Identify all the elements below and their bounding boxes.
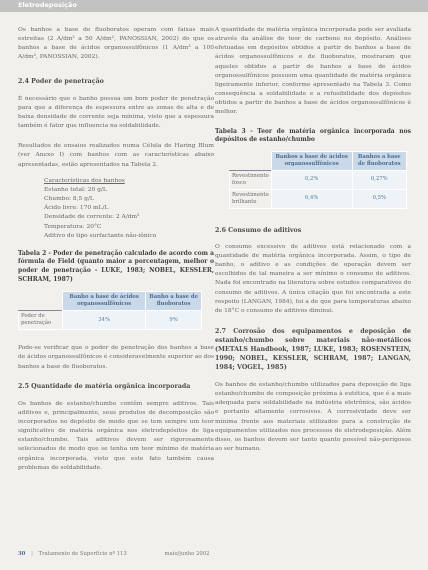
table-header: Banho a base de ácidos organossulfônicos	[63, 292, 146, 311]
section-2-6-title: 2.6 Consumo de aditivos	[215, 226, 302, 234]
spec-item: Aditivo do tipo surfactante não-iônico	[44, 232, 157, 239]
section-2-4-title: 2.4 Poder de penetração	[18, 77, 104, 85]
section-2-5-paragraph-1: Os banhos de estanho/chumbo contêm sempre aditivos. Tais aditivos e, principalmente, seus produtos de decomposição são incorporados no depósito de modo que se tem sempre um teor significativo de matéria orgânica nos eletrodepósitos de liga estanho/chumbo. Tais aditivos devem ser rigorosamente selecionados de modo que se tenha um teor mínimo de matéria orgânica incorporada, visto que este fato também causa problemas de soldabilidade.	[18, 400, 214, 471]
table-cell: 0,5%	[352, 189, 406, 208]
table-header-empty	[19, 292, 63, 311]
right-paragraph-1: A quantidade de matéria orgânica incorporada pode ser avaliada através da análise do teor de carbono no depósito. Análises efetuadas em depósitos obtidos a partir de banhos a base de ácidos organossulfônicos e de fluoboratos, mostraram que aqueles obtidos a partir de banhos a base de ácidos organossulfônicos possuem uma quantidade de matéria orgânica ligeiramente inferior, conforme apresentado na Tabela 3. Como consequência a soldabilidade e a refusibilidade dos depósitos obtidos a partir de banhos a base de ácidos organossulfônicos é melhor.	[215, 27, 411, 116]
bath-specs-list	[18, 177, 214, 241]
journal-name: Tratamento de Superfície nº 113	[38, 551, 127, 557]
table-row-label: Revestimento brilhante	[230, 189, 272, 208]
table-cell: 0,27%	[352, 170, 406, 189]
spec-item: Temperatura: 20°C	[44, 223, 102, 230]
table-row	[230, 189, 407, 208]
section-2-7-paragraph-1: Os banhos de estanho/chumbo utilizados para deposição de liga estanho/chumbo de composição próxima à eutética, que é a mais adequada para soldabilidade na indústria eletrônica, são ácidos e portanto altamente corrosivos. A corrosividade deve ser mínima frente aos materiais utilizados para a construção de equipamentos utilizados nos processos de eletrodeposição. Além disso, os banhos devem ser tanto quanto possível não-perigosos ao ser humano.	[215, 382, 411, 453]
spec-item: Ácido livre: 170 mL/L	[44, 205, 109, 212]
section-2-7-title: 2.7 Corrosão dos equipamentos e deposição de estanho/chumbo sobre materiais não-metálicos (METALS Handbook, 1987; LUKE, 1983; ROSENSTEIN, 1990; NOBEL, KESSLER, SCHRAM, 1987; LANGAN, 1984; VOGEL, 1985)	[215, 328, 411, 371]
left-column	[18, 26, 214, 473]
spec-item: Densidade de corrente: 2 A/dm²	[44, 214, 140, 221]
table-header: Banhos a base de ácidos organossulfônicos	[271, 151, 352, 170]
running-header-title: Eletrodeposição	[18, 1, 77, 9]
table-row	[230, 170, 407, 189]
page-number: 30	[18, 551, 26, 557]
bath-specs-heading: Características dos banhos	[44, 177, 125, 184]
spec-item: Estanho total: 20 g/L	[44, 186, 107, 193]
table-row-label: Poder de penetração	[19, 311, 63, 330]
right-column	[215, 26, 411, 454]
table-3	[229, 151, 407, 209]
after-table-2-paragraph: Pode-se verificar que o poder de penetração dos banhos a base de ácidos organossulfônicos é consideravelmente superior ao dos banhos a base de fluoboratos.	[18, 345, 214, 370]
table-row-label: Revestimento fosco	[230, 170, 272, 189]
section-2-4-paragraph-1: É necessário que o banho possua um bom poder de penetração para que a diferença de espessura entre as zonas de alta e de baixa densidade de corrente seja mínima, visto que a espessura também é fator que influencia na soldabilidade.	[18, 95, 214, 130]
section-2-5-title: 2.5 Quantidade de matéria orgânica incorporada	[18, 382, 191, 390]
page-footer	[18, 551, 210, 561]
intro-paragraph: Os banhos a base de fluoboratos operam com faixas mais estreitas (2 A/dm² a 50 A/dm², PANOSSIAN, 2002) do que os banhos a base de ácidos organossulfônicos (1 A/dm² a 100 A/dm², PANOSSIAN, 2002).	[18, 27, 214, 61]
section-2-4-paragraph-2: Resultados de ensaios realizados numa Célula de Haring Blum (ver Anexo I) com banhos com as características abaixo apresentadas, estão apresentados na Tabela 2.	[18, 143, 214, 168]
table-header: Banhos a base de fluoboratos	[352, 151, 406, 170]
table-cell: 0,2%	[271, 170, 352, 189]
section-2-6-paragraph-1: O consumo excessivo de aditivos está relacionado com a quantidade de matéria orgânica incorporada. Assim, o tipo de banho, o aditivo e as condições de operação devem ser escolhidos de tal maneira a ser mínimo o consumo de aditivos. Nada foi encontrado na literatura sobre estudos comparativos do consumo de aditivos. A única citação que foi encontrada a este respeito (LANGAN, 1984), foi a de que para temperaturas abaixo de 18°C o consumo de aditivos diminui.	[215, 243, 411, 314]
table-3-caption: Tabela 3 - Teor de matéria orgânica incorporada nos depósitos de estanho/chumbo	[215, 127, 411, 144]
footer-separator: |	[31, 551, 33, 557]
table-row	[19, 311, 202, 330]
table-2	[18, 291, 202, 330]
table-header: Banho a base de fluoboratos	[146, 292, 202, 311]
table-2-caption: Tabela 2 - Poder de penetração calculado de acordo com a fórmula de Field (quanto maior a porcentagem, melhor o poder de penetração - LUKE, 1983; NOBEL, KESSLER, SCHRAM, 1987)	[18, 249, 214, 283]
table-header-empty	[230, 151, 272, 170]
table-cell: 0,4%	[271, 189, 352, 208]
issue-date: maio/junho 2002	[164, 551, 210, 557]
spec-item: Chumbo: 8,5 g/L	[44, 196, 94, 203]
running-header	[0, 0, 428, 12]
table-cell: 34%	[63, 311, 146, 330]
table-cell: 9%	[146, 311, 202, 330]
